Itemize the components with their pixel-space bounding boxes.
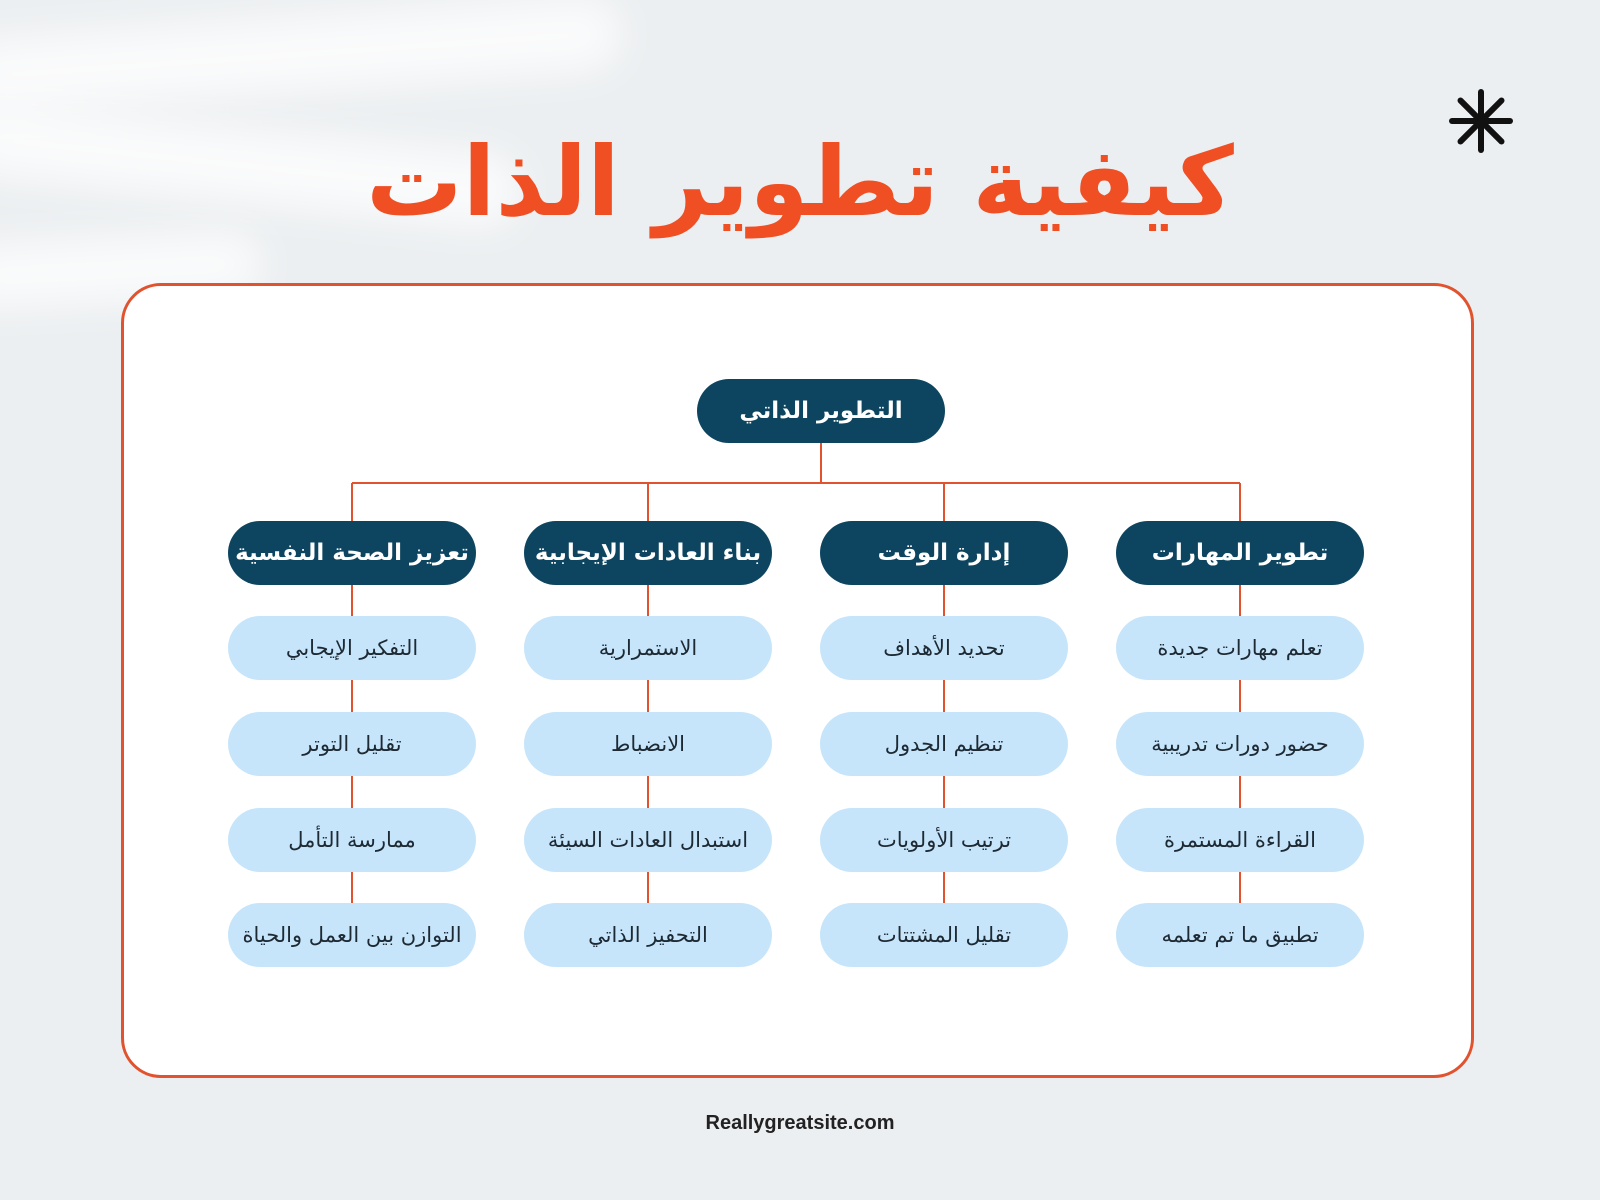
category-label: بناء العادات الإيجابية xyxy=(534,540,762,566)
list-item xyxy=(524,616,772,680)
item-label: ترتيب الأولويات xyxy=(876,828,1012,852)
item-label: تحديد الأهداف xyxy=(883,636,1005,660)
list-item xyxy=(228,903,476,967)
item-label: القراءة المستمرة xyxy=(1164,828,1317,852)
item-label: تنظيم الجدول xyxy=(884,732,1004,756)
category-time-management xyxy=(820,521,1068,585)
list-item xyxy=(1116,903,1364,967)
category-skills-development xyxy=(1116,521,1364,585)
list-item xyxy=(228,712,476,776)
item-label: تقليل المشتتات xyxy=(876,923,1012,947)
list-item xyxy=(524,903,772,967)
item-label: الاستمرارية xyxy=(598,636,698,660)
category-label: إدارة الوقت xyxy=(877,540,1011,566)
item-label: الانضباط xyxy=(610,732,686,756)
list-item xyxy=(1116,808,1364,872)
item-label: استبدال العادات السيئة xyxy=(547,828,749,852)
item-label: تقليل التوتر xyxy=(302,732,402,756)
root-node-label: التطوير الذاتي xyxy=(739,398,903,424)
list-item xyxy=(820,903,1068,967)
root-node xyxy=(697,379,945,443)
category-mental-health xyxy=(228,521,476,585)
list-item xyxy=(1116,616,1364,680)
item-label: حضور دورات تدريبية xyxy=(1151,732,1329,756)
category-label: تعزيز الصحة النفسية xyxy=(235,540,469,566)
item-label: تطبيق ما تم تعلمه xyxy=(1161,923,1319,947)
list-item xyxy=(1116,712,1364,776)
category-label: تطوير المهارات xyxy=(1151,540,1329,566)
list-item xyxy=(524,808,772,872)
item-label: التفكير الإيجابي xyxy=(285,636,419,660)
list-item xyxy=(820,616,1068,680)
list-item xyxy=(228,616,476,680)
list-item xyxy=(524,712,772,776)
website-url[interactable]: Reallygreatsite.com xyxy=(705,1112,895,1134)
item-label: ممارسة التأمل xyxy=(288,828,416,852)
item-label: التوازن بين العمل والحياة xyxy=(242,923,462,947)
category-positive-habits xyxy=(524,521,772,585)
list-item xyxy=(820,808,1068,872)
list-item xyxy=(820,712,1068,776)
list-item xyxy=(228,808,476,872)
page-title: كيفية تطوير الذات xyxy=(366,126,1234,238)
item-label: تعلم مهارات جديدة xyxy=(1157,636,1323,660)
item-label: التحفيز الذاتي xyxy=(588,923,708,947)
